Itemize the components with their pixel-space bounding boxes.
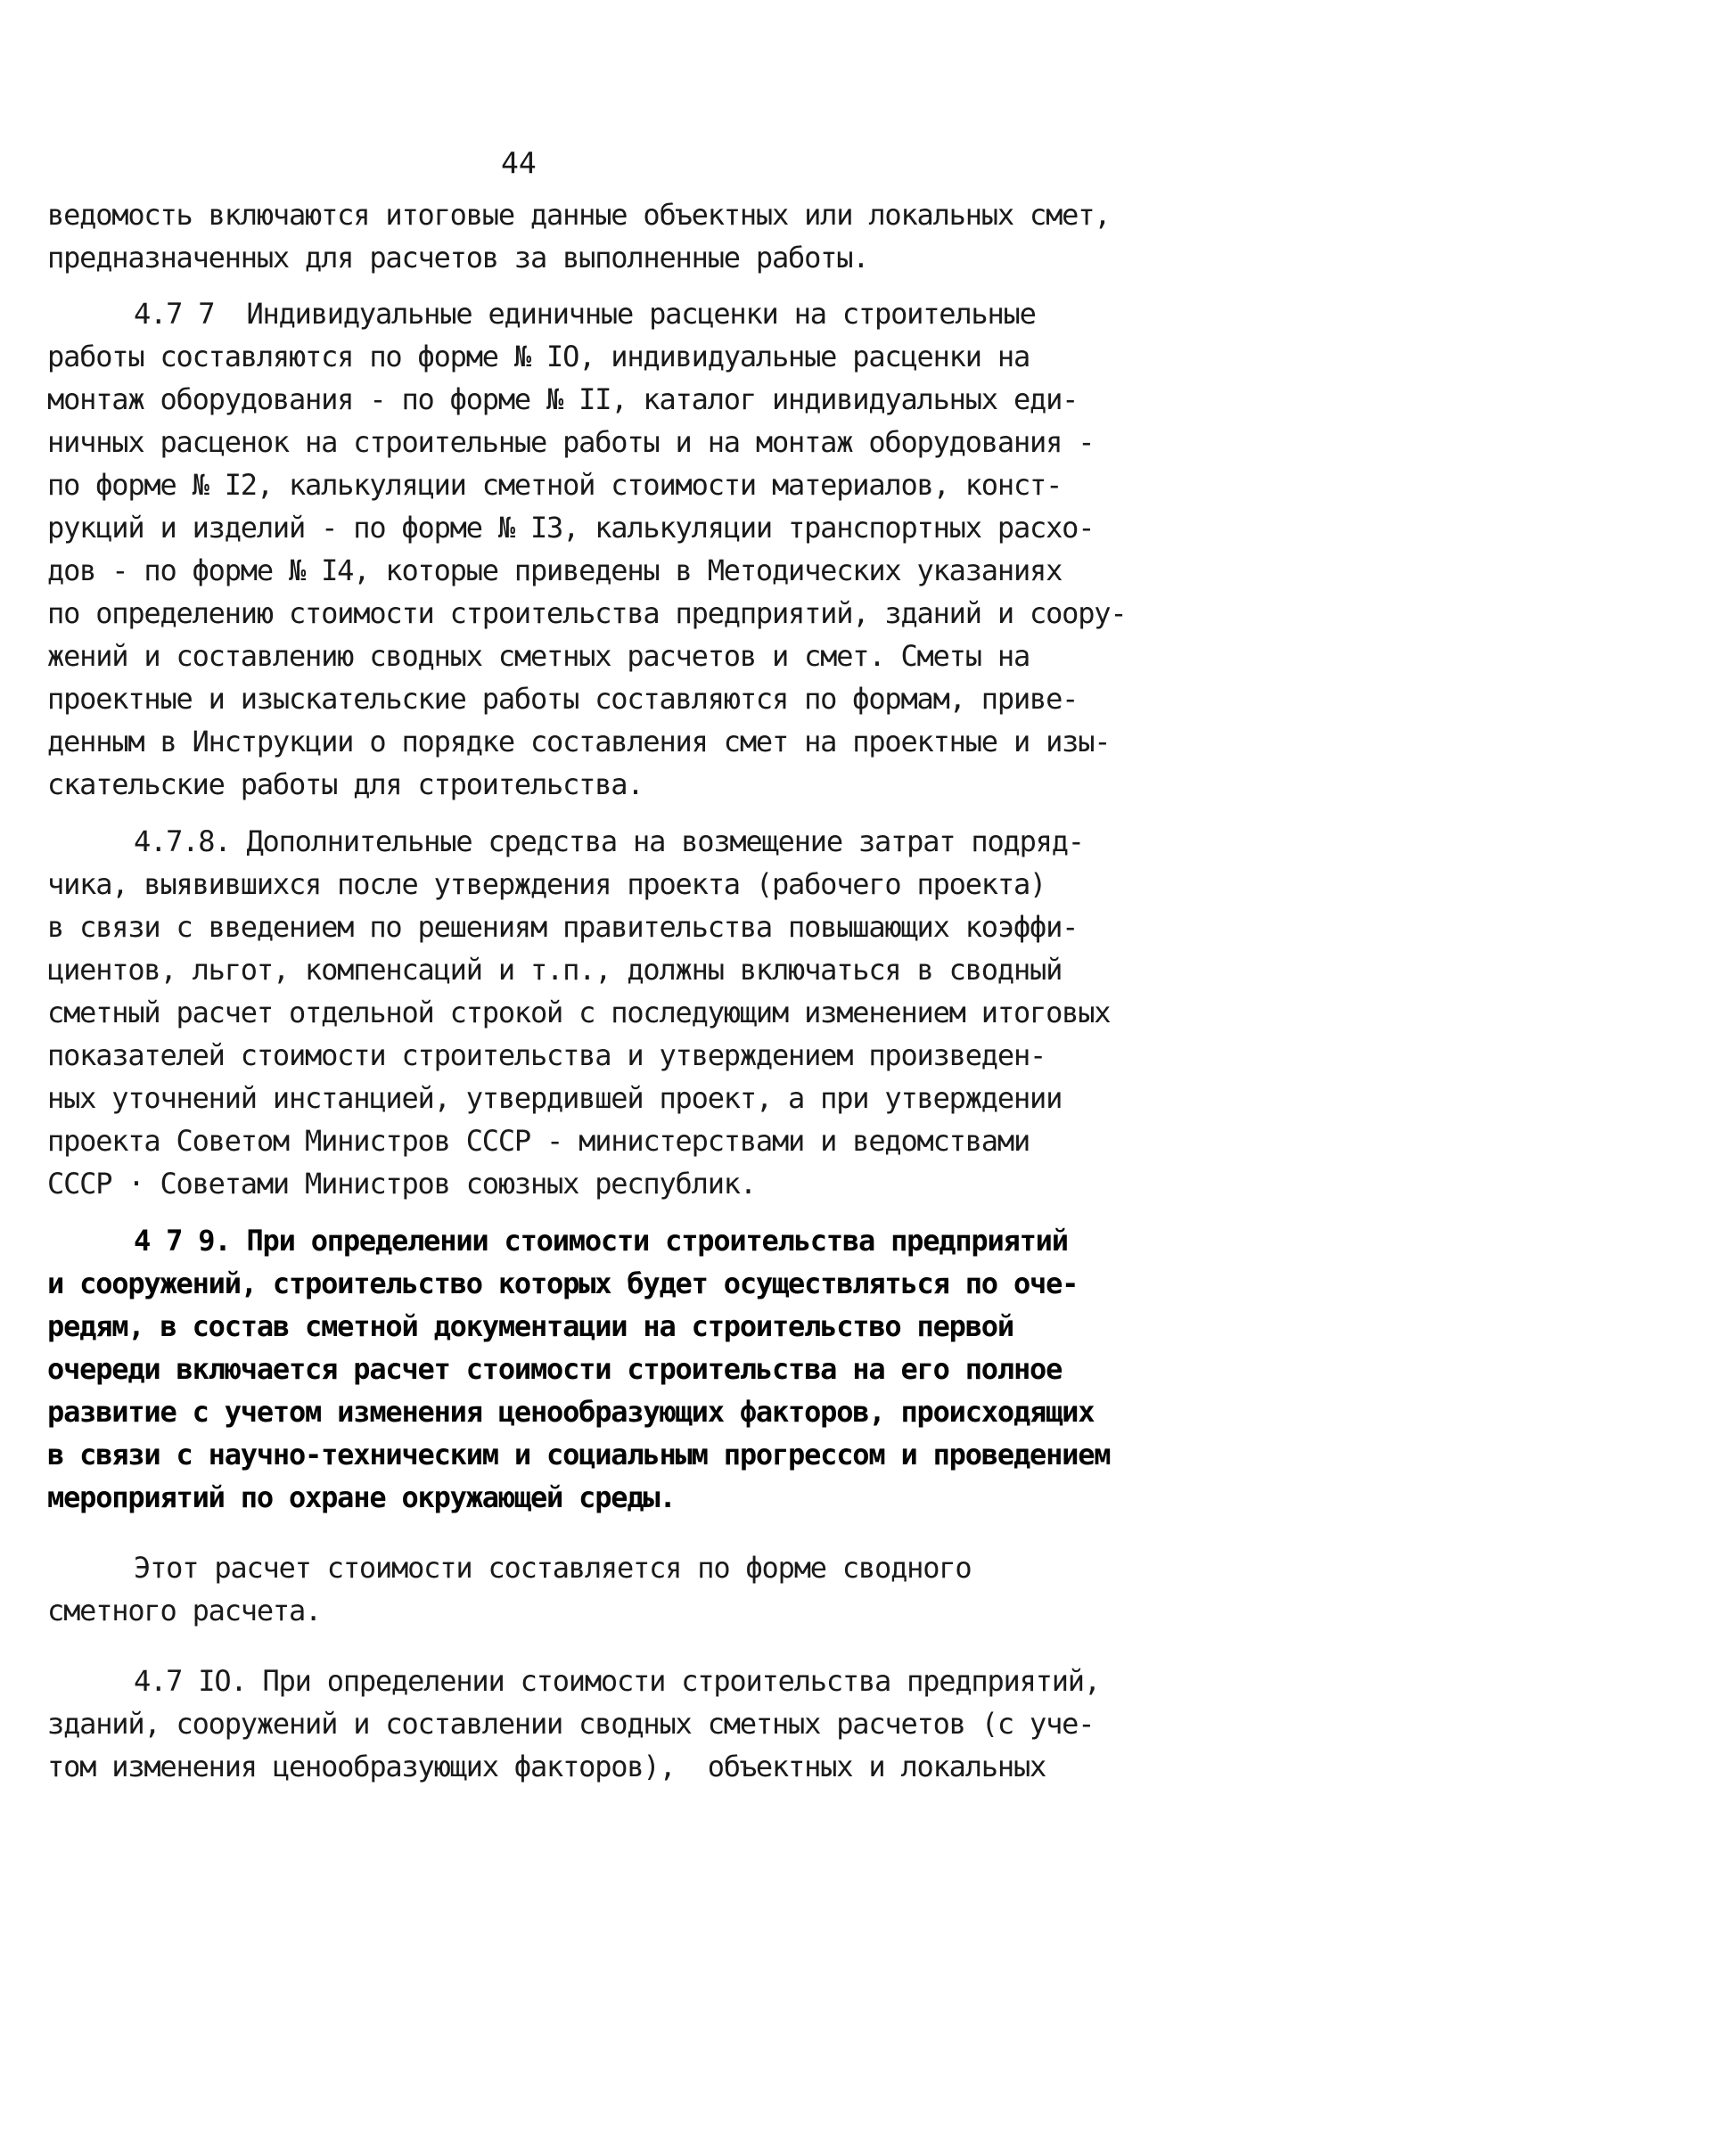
- text-line: и сооружений, строительство которых будет осуществляться по оче-: [47, 1267, 1079, 1300]
- text-line: ничных расценок на строительные работы и на монтаж оборудования -: [47, 425, 1095, 459]
- text-line: очереди включается расчет стоимости строительства на его полное: [47, 1352, 1063, 1386]
- text-line: скательские работы для строительства.: [47, 767, 644, 801]
- text-line: дов - по форме № I4, которые приведены в Методических указаниях: [47, 553, 1063, 587]
- text-line: жений и составлению сводных сметных расчетов и смет. Сметы на: [47, 639, 1030, 673]
- text-line: работы составляются по форме № IO, индивидуальные расценки на: [47, 340, 1030, 373]
- text-line: монтаж оборудования - по форме № II, каталог индивидуальных еди-: [47, 382, 1079, 416]
- text-line: в связи с введением по решениям правительства повышающих коэффи-: [47, 910, 1079, 944]
- paragraph-4-7-7-heading: 4.7 7 Индивидуальные единичные расценки на строительные: [134, 297, 1036, 331]
- text-line: проекта Советом Министров СССР - министерствами и ведомствами: [47, 1124, 1030, 1158]
- text-line: СССР · Советами Министров союзных республик.: [47, 1167, 756, 1201]
- text-line: сметного расчета.: [47, 1594, 322, 1627]
- text-line: мероприятий по охране окружающей среды.: [47, 1480, 676, 1514]
- paragraph-4-7-10-heading: 4.7 IO. При определении стоимости строительства предприятий,: [134, 1664, 1100, 1698]
- text-line: предназначенных для расчетов за выполненные работы.: [47, 241, 869, 275]
- paragraph-4-7-8-heading: 4.7.8. Дополнительные средства на возмещение затрат подряд-: [134, 824, 1084, 858]
- page-number: 44: [501, 145, 537, 180]
- text-line: ведомость включаются итоговые данные объектных или локальных смет,: [47, 198, 1111, 232]
- text-line: редям, в состав сметной документации на строительство первой: [47, 1309, 1013, 1343]
- text-line: ных уточнений инстанцией, утвердившей проект, а при утверждении: [47, 1081, 1063, 1115]
- text-line: сметный расчет отдельной строкой с последующим изменением итоговых: [47, 996, 1111, 1029]
- text-line: циентов, льгот, компенсаций и т.п., должны включаться в сводный: [47, 953, 1063, 987]
- text-line: показателей стоимости строительства и утверждением произведен-: [47, 1038, 1046, 1072]
- text-line: чика, выявившихся после утверждения проекта (рабочего проекта): [47, 867, 1046, 901]
- text-line: проектные и изыскательские работы составляются по формам, приве-: [47, 682, 1079, 716]
- text-line: в связи с научно-техническим и социальным прогрессом и проведением: [47, 1438, 1111, 1471]
- text-line: развитие с учетом изменения ценообразующих факторов, происходящих: [47, 1395, 1095, 1429]
- text-line: по форме № I2, калькуляции сметной стоимости материалов, конст-: [47, 468, 1063, 502]
- paragraph-calculation-note: Этот расчет стоимости составляется по форме сводного: [134, 1551, 972, 1585]
- text-line: рукций и изделий - по форме № I3, калькуляции транспортных расхо-: [47, 511, 1095, 545]
- paragraph-4-7-9-heading: 4 7 9. При определении стоимости строительства предприятий: [134, 1224, 1068, 1258]
- text-line: денным в Инструкции о порядке составления смет на проектные и изы-: [47, 725, 1111, 758]
- text-line: зданий, сооружений и составлении сводных сметных расчетов (с уче-: [47, 1707, 1095, 1741]
- text-line: том изменения ценообразующих факторов), объектных и локальных: [47, 1750, 1046, 1783]
- text-line: по определению стоимости строительства предприятий, зданий и соору-: [47, 596, 1127, 630]
